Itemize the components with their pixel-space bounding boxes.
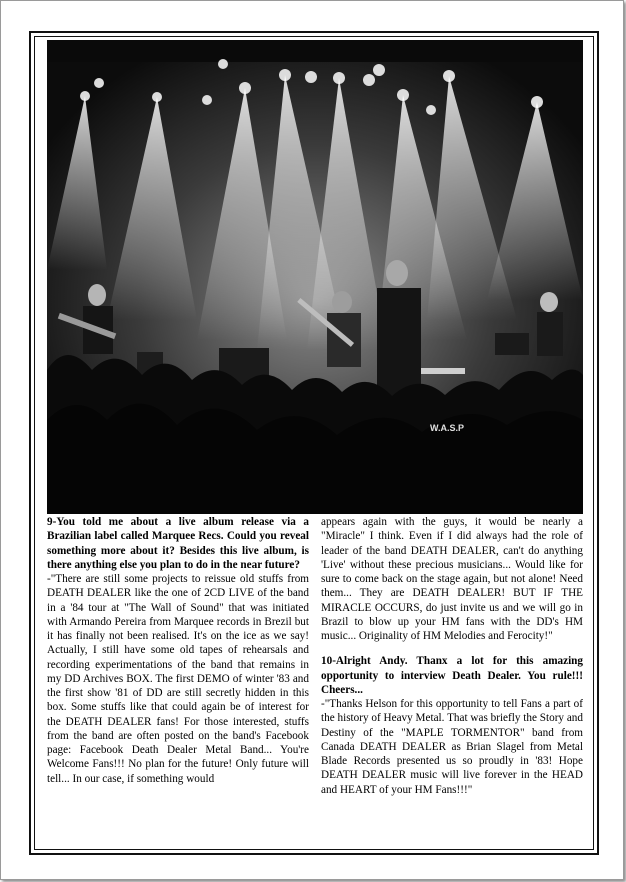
answer-10: -"Thanks Helson for this opportunity to tell Fans a part of the history of Heavy Metal. That was briefly the Story and Destiny of the "MAPLE TORMENTOR" band from Canada DEATH DEALER as Brian Slagel from Metal Blade Records presented us so proudly in '83! Hope DEATH DEALER music will live forever in the HEAD and HEART of your HM Fans!!!" (321, 698, 583, 796)
answer-9-continued: appears again with the guys, it would be nearly a "Miracle" I think. Even if I did always had the role of leader of the band DEATH DEALER, can't do anything 'Live' without these precious musicians... Would like for sure to come back on the stage again, but not alone! Need them... They are DEATH DEALER! BUT IF THE MIRACLE OCCURS, do just invite us and we will go in Brazil to blow up your HM fans with the DD's HM music... Originality of HM Melodies and Ferocity!" (321, 516, 583, 642)
right-column (321, 515, 583, 797)
paragraph-gap (321, 643, 583, 654)
question-9: 9-You told me about a live album release via a Brazilian label called Marquee Recs. Could you reveal something more about it? Besides this live album, is there anything else you plan to do in the near future? (47, 516, 309, 571)
left-column (47, 515, 309, 786)
question-10: 10-Alright Andy. Thanx a lot for this amazing opportunity to interview Death Dealer. You rule!!! Cheers... (321, 655, 583, 696)
crowd-shirt-text: W.A.S.P (430, 423, 465, 433)
answer-9: -"There are still some projects to reissue old stuffs from DEATH DEALER like the one of 2CD LIVE of the band in a '84 tour at "The Wall of Sound" that was initiated with Armando Pereira from Marquee records in Brezil but it has finally not been realised. It's on the ice as we say! Actually, I still have some old tapes of rehearsals and recording experimentations of the band that remains in my DD Archives BOX. The first DEMO of winter '83 and the first show '81 of DD are still secretly hidden in this box. Some stuffs like that could again be of interest for the DEATH DEALER fans! For those interested, stuffs from the band are often posted on the band's Facebook page: Facebook Death Dealer Metal Band... You're Welcome Fans!!! No plan for the future! Only future will tell... In our case, if something would (47, 573, 309, 785)
concert-photo (47, 40, 583, 514)
concert-stage-photo-icon (47, 40, 583, 514)
